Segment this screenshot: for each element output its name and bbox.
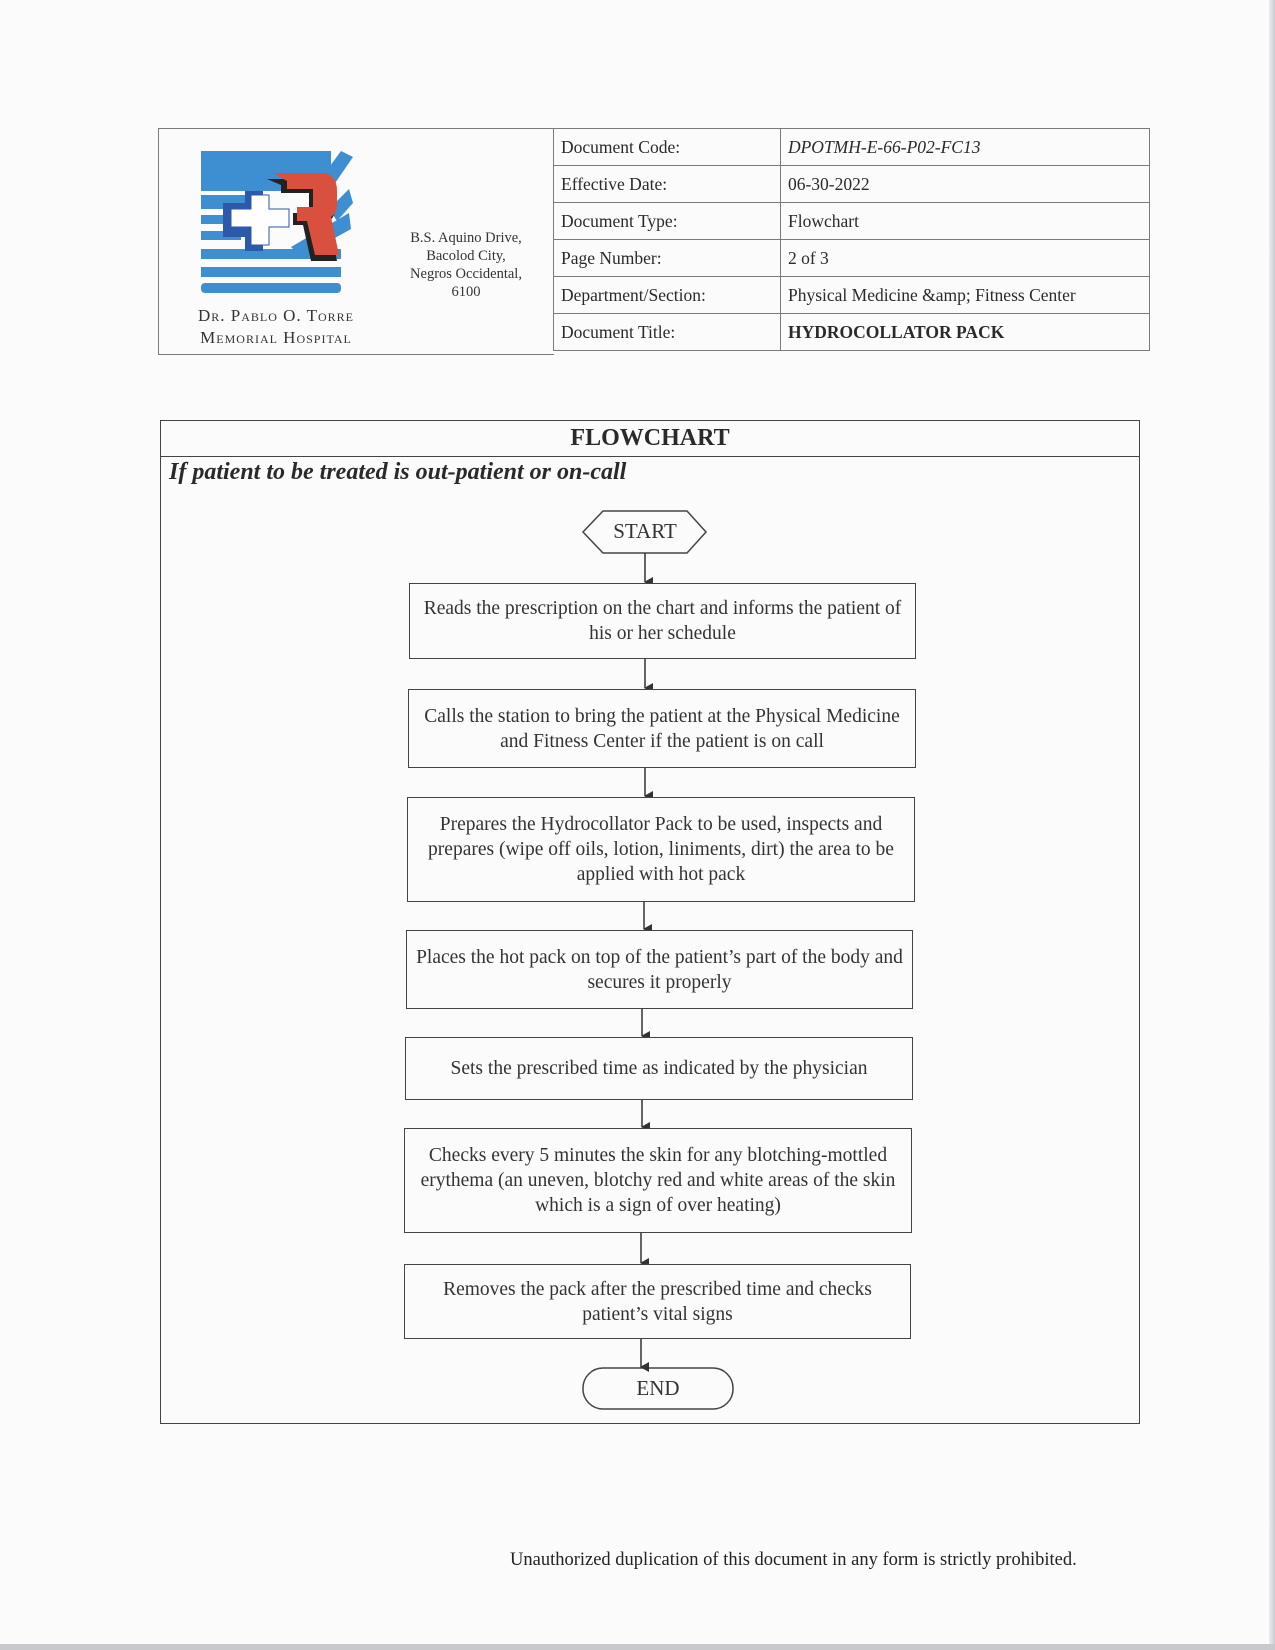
document-meta-table [553,128,1150,351]
flowchart-condition: If patient to be treated is out-patient or on-call [169,459,627,485]
meta-row [554,314,1150,351]
meta-row [554,277,1150,314]
flowchart-step-1: Reads the prescription on the chart and informs the patient of his or her schedule [409,583,916,659]
hospital-address [391,229,541,301]
flowchart-step-3: Prepares the Hydrocollator Pack to be used, inspects and prepares (wipe off oils, lotion, liniments, dirt) the area to be applied with hot pack [407,797,915,902]
flowchart-step-7: Removes the pack after the prescribed time and checks patient’s vital signs [404,1264,911,1339]
hospital-name-line2: Memorial Hospital [200,328,352,347]
meta-label: Effective Date: [554,166,781,203]
flowchart-step-6: Checks every 5 minutes the skin for any blotching-mottled erythema (an uneven, blotchy red and white areas of the skin which is a sign of over heating) [404,1128,912,1233]
meta-label: Document Code: [554,129,781,166]
department-value: Physical Medicine &amp; Fitness Center [780,277,1149,314]
effective-date-value: 06-30-2022 [780,166,1149,203]
start-label: START [613,519,677,543]
flowchart-title: FLOWCHART [161,421,1139,457]
meta-label: Document Type: [554,203,781,240]
meta-row [554,240,1150,277]
flowchart-step-2: Calls the station to bring the patient at the Physical Medicine and Fitness Center if the patient is on call [408,689,916,768]
address-line: Bacolod City, [426,248,506,264]
hospital-info-cell [158,128,554,355]
document-header [158,128,1150,355]
address-line: B.S. Aquino Drive, [410,230,522,246]
hospital-logo-icon [201,151,353,293]
document-title-value: HYDROCOLLATOR PACK [780,314,1149,351]
hospital-name [171,305,381,349]
meta-label: Document Title: [554,314,781,351]
footer-notice: Unauthorized duplication of this document in any form is strictly prohibited. [510,1550,1077,1570]
meta-row [554,166,1150,203]
meta-row [554,129,1150,166]
flowchart-step-5: Sets the prescribed time as indicated by the physician [405,1037,913,1100]
hospital-name-line1: Dr. Pablo O. Torre [197,306,354,325]
page-bottom-edge [0,1644,1275,1650]
document-type-value: Flowchart [780,203,1149,240]
page-edge-shadow [1269,0,1275,1650]
flowchart-frame [160,420,1140,1424]
document-code-value: DPOTMH-E-66-P02-FC13 [780,129,1149,166]
address-line: 6100 [451,284,481,300]
meta-label: Page Number: [554,240,781,277]
address-line: Negros Occidental, [410,266,522,282]
flowchart-step-4: Places the hot pack on top of the patient’s part of the body and secures it properly [406,930,913,1009]
meta-row [554,203,1150,240]
end-label: END [636,1376,680,1400]
meta-label: Department/Section: [554,277,781,314]
page-number-value: 2 of 3 [780,240,1149,277]
